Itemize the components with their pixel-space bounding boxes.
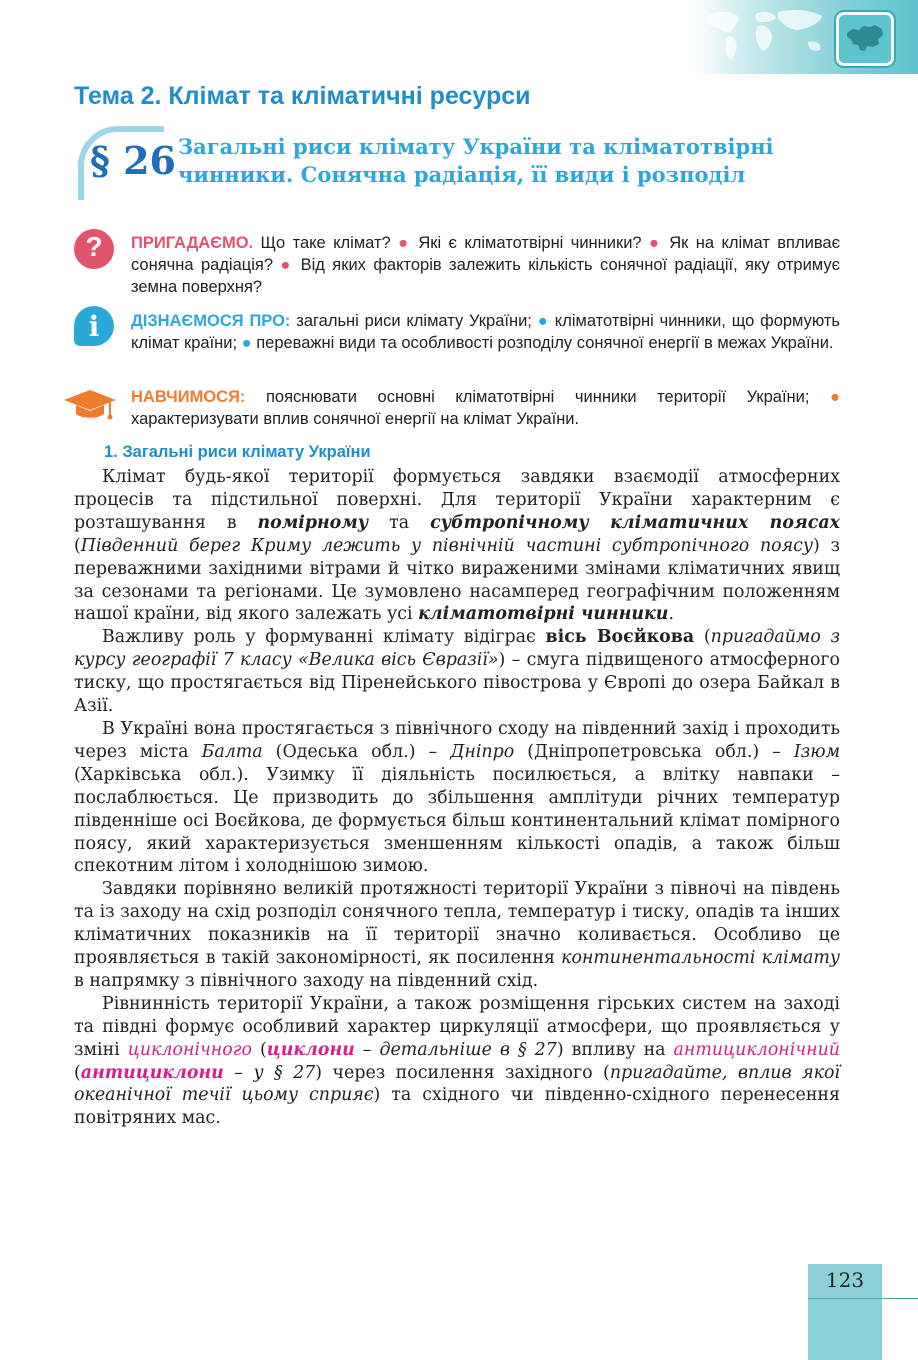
body-text bbox=[74, 466, 840, 1130]
bullet-icon: ● bbox=[649, 234, 662, 252]
world-map-icon bbox=[700, 4, 835, 66]
subheading: 1. Загальні риси клімату України bbox=[104, 443, 371, 461]
learn-label: ДІЗНАЄМОСЯ ПРО: bbox=[131, 312, 291, 330]
skills-text: НАВЧИМОСЯ: пояснювати основні кліматотвірні чинники території України; ● характеризувати вплив сонячної енергії на клімат України. bbox=[131, 388, 840, 428]
section-number: § 26 bbox=[90, 138, 176, 183]
paragraph-3: В Україні вона простягається з північного сходу на південний захід і проходить через міста Балта (Одеська обл.) – Дніпро (Дніпропетровська обл.) – Ізюм (Харківська обл.). Узимку її діяльність посилюється, а влітку навпаки – послаблюється. Це призводить до збільшення амплітуди річних температур південніше осі Воєйкова, де формується більш континентальний клімат помірного поясу, який характеризується зменшенням кількості опадів, а також більш спекотним літом і холоднішою зимою. bbox=[74, 718, 840, 877]
bullet-icon: ● bbox=[241, 334, 252, 352]
page-number: 123 bbox=[825, 1268, 865, 1292]
learn-block bbox=[74, 306, 840, 376]
recall-block bbox=[74, 229, 840, 299]
paragraph-1: Клімат будь-якої території формується завдяки взаємодії атмосферних процесів та підстильної поверхні. Для території України характерним є розташування в помірному та субтропічному кліматичних поясах (Південний берег Криму лежить у північній частині субтропічного поясу) з переважними західними вітрами й чітко вираженими змінами кліматичних явищ за сезонами та регіонами. Це зумовлено насамперед географічним положенням нашої країни, від якого залежать усі кліматотвірні чинники. bbox=[74, 467, 840, 625]
page-rule bbox=[808, 1298, 918, 1299]
question-icon: ? bbox=[74, 229, 114, 269]
bullet-icon: ● bbox=[830, 388, 840, 406]
paragraph-2: Важливу роль у формуванні клімату відіграє вісь Воєйкова (пригадаймо з курсу географії 7 класу «Велика вісь Євразії») – смуга підвищеного атмосферного тиску, що простягається від Піренейського півострова у Європі до озера Байкал в Азії. bbox=[74, 627, 840, 717]
recall-text: ПРИГАДАЄМО. Що таке клімат? ● Які є кліматотвірні чинники? ● Як на клімат впливає сонячна радіація? ● Від яких факторів залежить кількість сонячної радіації, яку отримує земна поверхня? bbox=[131, 234, 841, 296]
section-title: Загальні риси клімату України та кліматотвірні чинники. Сонячна радіація, її види і розподіл bbox=[178, 134, 774, 187]
section-mark bbox=[78, 126, 174, 198]
graduation-cap-icon bbox=[62, 388, 118, 422]
bullet-icon: ● bbox=[537, 312, 549, 330]
paragraph-4: Завдяки порівняно великій протяжності території України з півночі на південь та із заходу на схід розподіл сонячного тепла, температур і тиску, опадів та інших кліматичних показників на її території значно коливається. Особливо це проявляється в такій закономірності, як посилення континентальності клімату в напрямку з північного заходу на південний схід. bbox=[74, 879, 840, 991]
ukraine-map-icon bbox=[845, 23, 885, 55]
bullet-icon: ● bbox=[280, 256, 294, 274]
bullet-icon: ● bbox=[398, 234, 411, 252]
paragraph-5: Рівнинність території України, а також розміщення гірських систем на заході та півдні формує особливий характер циркуляції атмосфери, що проявляється у зміні циклонічного (циклони – детальніше в § 27) впливу на антициклонічний (антициклони – у § 27) через посилення західного (пригадайте, вплив якої океанічної течії цьому сприяє) та східного чи південно-східного перенесення повітряних мас. bbox=[74, 993, 840, 1129]
skills-label: НАВЧИМОСЯ: bbox=[131, 388, 246, 406]
learn-text: ДІЗНАЄМОСЯ ПРО: загальні риси клімату України; ● кліматотвірні чинники, що формують клімат країни; ● переважні види та особливості розподілу сонячної енергії в межах України. bbox=[131, 312, 841, 352]
recall-label: ПРИГАДАЄМО. bbox=[131, 234, 254, 252]
ukraine-map-badge bbox=[836, 12, 894, 66]
info-icon: i bbox=[74, 306, 114, 346]
topic-title: Тема 2. Клімат та кліматичні ресурси bbox=[74, 82, 531, 110]
skills-block bbox=[74, 382, 840, 432]
